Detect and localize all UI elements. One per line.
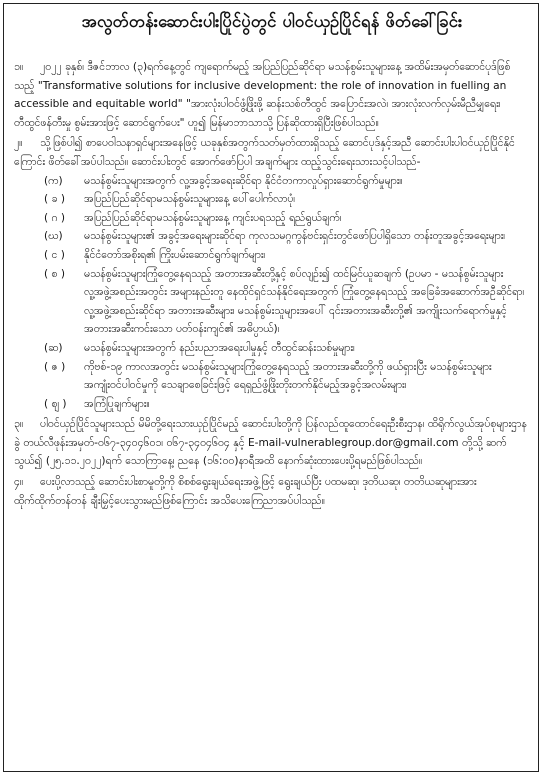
- list-item: [14, 265, 530, 339]
- list-item-text: နိုင်ငံတော်အစိုးရ၏ ကြိုးပမ်းဆောင်ရွက်ချက်များ၊: [84, 248, 266, 261]
- list-item-label: (ဆ): [44, 341, 63, 354]
- paragraph-number: ၁။: [14, 61, 24, 73]
- list-item-label: ( ဇ ): [44, 360, 66, 373]
- list-item-text: အပြည်ပြည်ဆိုင်ရာမသန်စွမ်းသူများနေ့ ကျင်းပရသည့် ရည်ရွယ်ချက်၊: [84, 211, 342, 224]
- list-item-text: မသန်စွမ်းသူများအတွက် လူ့အခွင့်အရေးဆိုင်ရာ နိုင်ငံတကာလှုပ်ရှားဆောင်ရွက်မှုများ။: [84, 174, 403, 187]
- list-item-text: မသန်စွမ်းသူများအတွက် နည်းပညာအရေးပါမှုနှင့် တီထွင်ဆန်းသစ်မှုများ၊: [84, 341, 355, 354]
- list-item: [14, 395, 530, 414]
- list-item-text: အပြည်ပြည်ဆိုင်ရာမသန်စွမ်းသူများနေ့ ပေါ်ပေါက်လာပုံ၊: [84, 193, 296, 206]
- announcement-title: အလွတ်တန်းဆောင်းပါးပြိုင်ပွဲတွင် ပါဝင်ယှဉ်ပြိုင်ရန် ဖိတ်ခေါ်ခြင်း: [81, 12, 463, 31]
- list-item-text: မသန်စွမ်းသူများကြုံတွေ့နေရသည့် အတားအဆီးတို့နှင့် စပ်လျဉ်း၍ ထင်မြင်ယူဆချက် (ဥပမာ - မသန်စွမ်းသူများ လူ့အဖွဲ့အစည်းအတွင်း အများနည်းတူ နေထိုင်ရှင်သန်နိုင်ရေးအတွက် ကြုံတွေ့နေရသည့် အခြေခံအဆောက်အဦဆိုင်ရာ၊ လူ့အဖွဲ့အစည်းဆိုင်ရာ အတားအဆီးများ၊ မသန်စွမ်းသူများအပေါ် ၎င်းအတားအဆီးတို့၏ အကျိုးသက်ရောက်မှုနှင့် အတားအဆီးကင်းသော ပတ်ဝန်းကျင်၏ အဓိပ္ပာယ်)၊: [84, 267, 525, 336]
- announcement-body: [14, 58, 530, 510]
- paragraph-number: ၂။: [14, 137, 23, 150]
- list-item-label: ( စ ): [44, 267, 65, 280]
- list-item-label: (ဃ): [44, 230, 63, 243]
- list-item-label: ( ဂ ): [44, 211, 66, 224]
- list-item: [14, 246, 530, 265]
- list-item: [14, 227, 530, 246]
- paragraph-3: [14, 415, 530, 471]
- list-item: [14, 209, 530, 228]
- list-item: [14, 339, 530, 358]
- list-item-label: ( ဈ ): [44, 397, 67, 410]
- list-item: [14, 190, 530, 209]
- list-item-text: မသန်စွမ်းသူများ၏ အခွင့်အရေးများဆိုင်ရာ ကုလသမဂ္ဂကွန်ဗင်းရှင်းတွင်ဖော်ပြပါရှိသော တန်းတူအခွင့်အရေးများ၊: [84, 230, 506, 243]
- paragraph-number: ၄။: [14, 476, 24, 489]
- list-item: [14, 358, 530, 395]
- list-item: [14, 172, 530, 191]
- paragraph-text: သို့ဖြစ်ပါ၍ စာပေဝါသနာရှင်များအနေဖြင့် ယခုနှစ်အတွက်သတ်မှတ်ထားရှိသည့် ဆောင်ပုဒ်နှင့်အညီ ဆောင်းပါးပါဝင်ယှဉ်ပြိုင်နိုင်ကြောင်း ဖိတ်ခေါ်အပ်ပါသည်။ ဆောင်းပါးတွင် အောက်ဖော်ပြပါ အချက်များ ထည့်သွင်းရေးသားသင့်ပါသည်-: [14, 137, 515, 168]
- list-item-label: ( ခ ): [44, 193, 65, 206]
- paragraph-number: ၃။: [14, 418, 24, 431]
- list-item-label: (က): [44, 174, 63, 187]
- list-item-text: အကြံပြုချက်များ။: [84, 397, 150, 410]
- paragraph-4: [14, 473, 530, 510]
- paragraph-2: [14, 134, 530, 171]
- paragraph-text: ၂၀၂၂ ခုနှစ်၊ ဒီဇင်ဘာလ (၃)ရက်နေ့တွင် ကျရောက်မည့် အပြည်ပြည်ဆိုင်ရာ မသန်စွမ်းသူများနေ့ အထိမ်းအမှတ်ဆောင်ပုဒ်ဖြစ်သည့် "Transformative solutions for inclusive development: the role of innovation in fuelling an accessible and equitable world" "အားလုံးပါဝင်ဖွံ့ဖြိုးဖို့ ဆန်းသစ်တီထွင် အပြောင်းအလဲ၊ အားလုံးလက်လှမ်းမီညီမျှရေး၊ တီထွင်ဖန်တီးမှု စွမ်းအားဖြင့် ဆောင်ရွက်ပေး" ဟူ၍ မြန်မာဘာသာသို့ ပြန်ဆိုထားရှိပြီးဖြစ်ပါသည်။: [14, 61, 511, 129]
- paragraph-text: ပေးပို့လာသည့် ဆောင်းပါးစာမူတို့ကို စိစစ်ရွေးချယ်ရေးအဖွဲ့ဖြင့် ရွေးချယ်ပြီး ပထမဆု၊ ဒုတိယဆု၊ တတိယဆုများအား ထိုက်ထိုက်တန်တန် ချီးမြှင့်ပေးသွားမည်ဖြစ်ကြောင်း အသိပေးကြေညာအပ်ပါသည်။: [14, 476, 477, 507]
- list-item-label: ( င ): [44, 248, 65, 261]
- announcement-box: [3, 3, 539, 772]
- list-item-text: ကိုဗစ်-၁၉ ကာလအတွင်း မသန်စွမ်းသူများကြုံတွေ့နေရသည့် အတားအဆီးတို့ကို ဖယ်ရှားပြီး မသန်စွမ်းသူများ အကျုံးဝင်ပါဝင်မှုကို သေချာစေခြင်းဖြင့် ရေရှည်ဖွံ့ဖြိုးတိုးတက်နိုင်မည့်အခွင့်အလမ်းများ၊: [84, 360, 492, 392]
- paragraph-1: [14, 58, 530, 132]
- paragraph-text: ပါဝင်ယှဉ်ပြိုင်သူများသည် မိမိတို့ရေးသားယှဉ်ပြိုင်မည့် ဆောင်းပါးတို့ကို ပြန်လည်ထူထောင်ရေးဦးစီးဌာန၊ ထိရိုက်လွယ်အုပ်စုများဌာနခွဲ တယ်လီဖုန်းအမှတ်-၀၆၇-၃၄၀၄၆၀၁၊ ၀၆၇-၃၄၀၄၆၀၄ နှင့် E-mail-vulnerablegroup.dor@gmail.com တို့သို့ ဆက်သွယ်၍ (၂၅.၁၁.၂၀၂၂)ရက် သောကြာနေ့၊ ညနေ (၁၆:၀၀)နာရီအထိ နောက်ဆုံးထားပေးပို့ရမည်ဖြစ်ပါသည်။: [14, 418, 527, 468]
